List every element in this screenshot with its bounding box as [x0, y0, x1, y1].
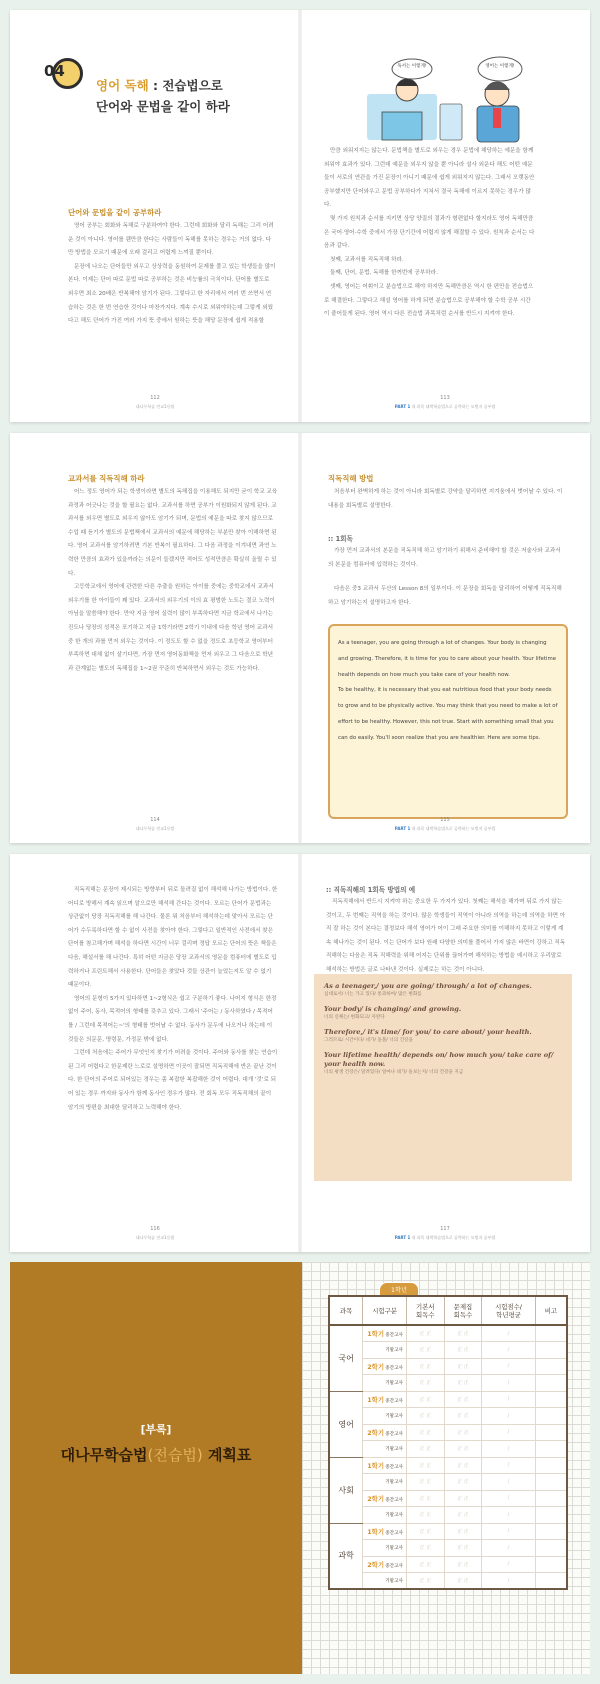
count-cell[interactable]: 正 正	[444, 1325, 482, 1342]
count-cell[interactable]: 正 正	[406, 1358, 444, 1375]
study-plan-table	[328, 1295, 568, 1590]
count-cell[interactable]: 正 正	[406, 1490, 444, 1507]
sentence-structure-box	[314, 974, 572, 1181]
subject-cell: 영어	[329, 1391, 363, 1457]
note-cell[interactable]	[535, 1358, 567, 1375]
exam-label: 기말고사	[385, 1513, 403, 1519]
exam-label: 중간고사	[385, 1563, 403, 1569]
exam-type-cell	[363, 1375, 407, 1392]
page-117	[300, 854, 590, 1252]
english-paragraph: As a teenager, you are going through a lot of changes. Your body is changing and growing. Therefore, it is time for you to care about your health. Your lifetime health depends on how much you take care of your health now.	[338, 640, 557, 678]
table-row	[329, 1490, 567, 1507]
count-cell[interactable]: 正 正	[444, 1408, 482, 1425]
table-row	[329, 1424, 567, 1441]
count-cell[interactable]: 正 正	[444, 1441, 482, 1458]
exam-type-cell	[363, 1342, 407, 1359]
spread-4	[10, 1262, 590, 1674]
exam-label: 중간고사	[385, 1530, 403, 1536]
note-cell[interactable]	[535, 1540, 567, 1557]
exam-type-cell	[363, 1457, 407, 1474]
exam-type-cell	[363, 1441, 407, 1458]
score-cell[interactable]: /	[482, 1556, 535, 1573]
exam-type-cell	[363, 1325, 407, 1342]
semester-label: 2학기	[367, 1560, 385, 1569]
count-cell[interactable]: 正 正	[444, 1540, 482, 1557]
note-cell[interactable]	[535, 1457, 567, 1474]
cartoon-illustration	[362, 54, 532, 146]
page-number: 112	[150, 395, 160, 401]
exam-label: 기말고사	[385, 1414, 403, 1420]
score-cell[interactable]: /	[482, 1325, 535, 1342]
note-cell[interactable]	[535, 1375, 567, 1392]
body-text: 다음은 중3 교과서 두산의 Lesson 8의 일부이다. 이 문장을 회독을 달리하여 어떻게 직독직해 하고 암기하는지 설명하고자 한다.	[328, 586, 562, 606]
semester-label: 2학기	[367, 1494, 385, 1503]
page-113	[300, 10, 590, 422]
score-cell[interactable]: /	[482, 1424, 535, 1441]
count-cell[interactable]: 正 正	[444, 1490, 482, 1507]
note-cell[interactable]	[535, 1523, 567, 1540]
note-cell[interactable]	[535, 1474, 567, 1491]
structure-item: Therefore,/ it's time/ for you/ to care about/ your health. 그러므로/ 시간이다/ 네가/ 돌볼/ 너의 건강을	[324, 1028, 532, 1043]
page-number: 114	[150, 817, 160, 823]
exam-type-cell	[363, 1408, 407, 1425]
body-text: 어느 정도 영어가 되는 학생이라면 별도의 독해집을 이용해도 되지만 굳이 학교 교육 과정과 어긋나는 것을 할 필요는 없다. 교과서를 하면 공부가 이원화되지 않게 된다. 교과서를 외우면 별도로 외우지 않아도 암기가 되며, 문법의 예문을 따로 찾지 않으므로 수업 때 듣기가 별도의 문법책에서 교과서의 예문에 해당하는 부분만 찾아 이해하면 된다. 영어 교과서를 암기하려면 기본 반복이 필요하다. 그 다음 과정을 이겨내면 과연 노력한 만큼의 효과가 있을까라는 의문이 들겠지만 적어도 성적만큼은 확실히 올릴 수 있다. 고등학교에서 영어에 관련한 다른 추출을 원하는 아이를 중에는 중학교에서 교과서 외우기를 한 아이들이 꽤 있다. 교과서의 외우기의 이의 효 평범한 노트는 결코 노력이 아님을 말씀해야 한다. 만약 지금 영어 실력이 많이 부족하다면 지금 학교에서 나가는 진도나 당장의 성적은 포기하고 지금 1학기라면 2학기 이내에 다음 학년 영어 교과서 중 한 개의 과를 먼저 외우는 것이다. 이 정도도 할 수 없을 정도로 초등학교 영어부터 부족하면 대체 없이 살기다면, 가장 먼저 영어동화책을 먼저 외우고 그 다음으로 학년과 관계없는 별도의 독해집을 1~2권 꾸준히 반복하면서 외우는 것도 가능하다.	[68, 489, 278, 672]
page-number: 115	[440, 817, 450, 823]
table-row	[329, 1474, 567, 1491]
note-cell[interactable]	[535, 1490, 567, 1507]
count-cell[interactable]: 正 正	[406, 1424, 444, 1441]
note-cell[interactable]	[535, 1424, 567, 1441]
table-row	[329, 1573, 567, 1590]
page-footer: 대나무학습 전교1등법	[135, 1235, 175, 1240]
table-row	[329, 1408, 567, 1425]
exam-label: 기말고사	[385, 1447, 403, 1453]
exam-label: 기말고사	[385, 1546, 403, 1552]
count-cell[interactable]: 正 正	[444, 1375, 482, 1392]
section-heading: 직독직해 방법	[328, 474, 374, 483]
page-footer: PART 1 내 과목 대박학습법으로 공략하는 모범지 공부법	[394, 826, 496, 831]
page-footer: 대나무학습 전교1등법	[135, 826, 175, 831]
exam-type-cell	[363, 1507, 407, 1524]
english-paragraph: To be healthy, it is necessary that you eat nutritious food that your body needs to grow and to be physically active. You may think that you need to make a lot of effort to be healthy. However, this not true. Start with something small that you can do easily. You'll soon realize that you are healthier. Here are some tips.	[338, 687, 558, 741]
page-footer: PART 1 내 과목 대박학습법으로 공략하는 모범지 공부법	[394, 404, 496, 409]
count-cell[interactable]: 正 正	[406, 1342, 444, 1359]
count-cell[interactable]: 正 正	[406, 1391, 444, 1408]
exam-label: 중간고사	[385, 1365, 403, 1371]
note-cell[interactable]	[535, 1441, 567, 1458]
exam-label: 기말고사	[385, 1579, 403, 1584]
note-cell[interactable]	[535, 1573, 567, 1590]
count-cell[interactable]: 正 正	[406, 1325, 444, 1342]
count-cell[interactable]: 正 正	[406, 1507, 444, 1524]
note-cell[interactable]	[535, 1507, 567, 1524]
score-cell[interactable]: /	[482, 1507, 535, 1524]
count-cell[interactable]: 正 正	[444, 1573, 482, 1590]
exam-type-cell	[363, 1424, 407, 1441]
note-cell[interactable]	[535, 1342, 567, 1359]
exam-label: 중간고사	[385, 1398, 403, 1404]
table-row	[329, 1540, 567, 1557]
exam-type-cell	[363, 1490, 407, 1507]
chapter-number: 04	[44, 62, 65, 80]
structure-item: Your body/ is changing/ and growing. 너의 신체는/ 변화되고/ 자란다	[324, 1005, 462, 1020]
sub-heading: :: 직독직해의 1회독 방법의 예	[326, 886, 416, 894]
semester-label: 1학기	[367, 1330, 385, 1338]
semester-label: 2학기	[367, 1428, 385, 1437]
semester-label: 1학기	[367, 1527, 385, 1536]
structure-item: As a teenager,/ you are going/ through/ a lot of changes. 십대로서/ 너는 가고 있다/ 통과하여/ 많은 변화를	[324, 982, 532, 997]
count-cell[interactable]: 正 正	[406, 1375, 444, 1392]
subject-cell: 국어	[329, 1325, 363, 1391]
chapter-title: 영어 독해 : 전습법으로	[96, 78, 223, 93]
table-row	[329, 1342, 567, 1359]
bubble-text-right: 영어는 이렇게!	[485, 64, 515, 69]
header-cell: 기본서 회독수	[406, 1296, 444, 1325]
page-footer: PART 1 내 과목 대박학습법으로 공략하는 모범지 공부법	[394, 1235, 496, 1240]
score-cell[interactable]: /	[482, 1474, 535, 1491]
spread-2	[10, 433, 590, 843]
table-header-row	[329, 1296, 567, 1325]
appendix-label: [부록]	[140, 1423, 172, 1436]
page-115	[300, 433, 590, 843]
note-cell[interactable]	[535, 1408, 567, 1425]
exam-label: 중간고사	[385, 1333, 403, 1338]
exam-type-cell	[363, 1474, 407, 1491]
table-row	[329, 1457, 567, 1474]
body-text: 만큼 외워지지는 않는다. 문법책을 별도로 외우는 경우 문법에 해당하는 예문을 함께 외워야 효과가 있다. 그런데 예문을 외우지 않을 뿐 아니라 설사 외운다 해도 어떤 예문들이 서로의 연관을 가진 문장이 아니기 때문에 쉽게 외워지지 않는다. 그래서 오랫동안 공부했지만 단어와우고 문법 공부하다가 지쳐서 결국 독해에 이르지 못하는 경우가 많다. 몇 가지 원칙과 순서를 지키면 상당 양질의 결과가 형편없다 할지라도 영어 독해만큼은 국어·영어·수학 중에서 가장 단기간에 어렵지 않게 해결할 수 있다. 원칙과 순서는 다음과 같다. 첫째, 교과서를 직독직해 하라. 둘째, 단어, 문법, 독해를 한꺼번에 공부하라. 셋째, 영어는 어휘이고 분습법으로 해야 하지만 독해만큼은 역시 한 편만을 전습법으로 해결한다. 그렇다고 해설 영어를 하게 되면 분습법으로 공부해야 할 수학 공부 시간이 줄어들게 된다. 영어 역시 다른 전습법 과목처럼 순서를 반드시 지켜야 한다.	[324, 148, 535, 318]
header-cell: 비고	[535, 1296, 567, 1325]
exam-type-cell	[363, 1523, 407, 1540]
section-heading: 교과서를 직독직해 하라	[68, 474, 145, 483]
exam-label: 중간고사	[385, 1497, 403, 1503]
plan-page	[302, 1262, 590, 1674]
exam-type-cell	[363, 1391, 407, 1408]
score-cell[interactable]: /	[482, 1490, 535, 1507]
count-cell[interactable]: 正 正	[444, 1507, 482, 1524]
count-cell[interactable]: 正 正	[406, 1573, 444, 1590]
exam-type-cell	[363, 1573, 407, 1590]
score-cell[interactable]: /	[482, 1573, 535, 1590]
score-cell[interactable]: /	[482, 1391, 535, 1408]
exam-label: 중간고사	[385, 1464, 403, 1470]
section-heading: 단어와 문법을 같이 공부하라	[68, 208, 162, 217]
table-row	[329, 1358, 567, 1375]
spread-1	[10, 10, 590, 422]
score-cell[interactable]: /	[482, 1457, 535, 1474]
body-text: 직독직해에서 반드시 지켜야 하는 중요한 두 가지가 있다. 첫째는 해석을 해가며 뒤로 가지 않는 것이고, 두 번째는 직역을 하는 것이다. 많은 학생들이 직역이 아니라 의역을 하는데 의역을 하면 아직 잘 하는 것이 본다는 결정보다 해석 영어가 어이 그래 주요한 의미를 이해하지 못하고 이렇게 계속 해나가는 것이 된다. 이는 단어가 보다 원래 다양한 의미를 풀어서 가지 않은 바면이 강하고 직독직해하는 다음은 직독 직해력을 위해 어지는 단위를 끊어가며 해석하는 방법을 예시하고 우리말로 해석하는 방법은 글로 나타낸 것이다. 실제로는 하는 것이 아니다.	[326, 899, 566, 972]
score-cell[interactable]: /	[482, 1408, 535, 1425]
header-cell: 시험점수/ 학년평균	[482, 1296, 535, 1325]
exam-label: 중간고사	[385, 1431, 403, 1437]
score-cell[interactable]: /	[482, 1523, 535, 1540]
count-cell[interactable]: 正 正	[406, 1408, 444, 1425]
subject-cell: 사회	[329, 1457, 363, 1523]
count-cell[interactable]: 正 正	[406, 1523, 444, 1540]
table-row	[329, 1375, 567, 1392]
table-row	[329, 1523, 567, 1540]
page-number: 113	[440, 395, 450, 401]
body-text: 처음부터 완벽하게 하는 것이 아니라 회독별로 강약을 달리하면 지겨움에서 벗어날 수 있다. 이 내용을 회독별로 설명한다.	[328, 489, 563, 509]
table-row	[329, 1556, 567, 1573]
score-cell[interactable]: /	[482, 1375, 535, 1392]
note-cell[interactable]	[535, 1556, 567, 1573]
page-footer: 대나무학습 전교1등법	[135, 404, 175, 409]
count-cell[interactable]: 正 正	[444, 1424, 482, 1441]
page-112	[10, 10, 300, 422]
plan-title: 대나무학습법(전습법) 계획표	[60, 1446, 252, 1464]
table-row	[329, 1441, 567, 1458]
exam-label: 기말고사	[385, 1381, 403, 1387]
count-cell[interactable]: 正 正	[444, 1556, 482, 1573]
exam-type-cell	[363, 1540, 407, 1557]
body-text: 직독직해는 문장이 제시되는 방향부터 뒤로 돌려질 없이 해석해 나가는 방법이다. 한 어디로 방해서 계속 읽으며 알으로만 해석해 간다는 것이다. 모르는 단어가 문법과는 상관없이 당장 직독직해를 해 나간다. 물론 뭐 처음부터 해석하는데 맞아서 모르는 단어가 수두룩하다면 할 수 없이 사전을 찾아야 한다. 그렇다고 일반적인 사전에서 찾은 단어를 참고해가며 해석을 하다면 시간이 너무 걸리며 정답 모르는 단어의 뜻은 책들은 다음, 해설서를 해 나간다. 특히 어떤 지금은 당장 교과서의 영문을 컴퓨터에 별도로 입력하거나 프린트해서 사용한다. 단어들은 찾았다 것들 상관이 늘었는지도 알 수 없기 때문이다. 영어의 문형이 5가지 있다하면 1~2형식은 쉽고 구분하기 좋다. 나머지 형식은 한정없이 주어, 동사, 목적어의 형태를 갖추고 있다. 그래서 '주어는 / 동사하였다 / 목적어를 / 그런데 목적어는~'의 형태를 벗어날 수 없다. 동사가 문두에 나오거나 하는데 이 것들은 의문문, 명령문, 가정문 밖에 없다. 그런데 처음에는 주어가 무엇인지 찾기가 어려울 것이다. 주어와 동사를 찾는 연습이 된 그리 어렵다고 한문제란 느로로 설명하면 이곳이 잘되면 직독직해에 반은 끝난 것이다. 한 단어의 주어로 되어있는 경우는 좀 복잡한 복잡해한 것이 어렵다. 대개 '것'로 되어 있는 경우 까지와 동사가 함께 동사인 경우가 많다. 전 회독 모두 직독직해의 끝이 암기의 방편을 최대한 달리하고 노력해야 한다.	[68, 887, 278, 1111]
exam-type-cell	[363, 1556, 407, 1573]
bubble-text-left: 독서는 이렇게!	[397, 64, 427, 69]
exam-type-cell	[363, 1358, 407, 1375]
count-cell[interactable]: 正 正	[406, 1556, 444, 1573]
grade-tab: 1학년	[379, 1282, 419, 1298]
chapter-subtitle: 단어와 문법을 같이 하라	[96, 99, 230, 114]
semester-label: 1학기	[367, 1461, 385, 1470]
subject-cell: 과학	[329, 1523, 363, 1589]
table-row	[329, 1391, 567, 1408]
exam-label: 기말고사	[385, 1480, 403, 1486]
semester-label: 1학기	[367, 1395, 385, 1404]
count-cell[interactable]: 正 正	[444, 1391, 482, 1408]
count-cell[interactable]: 正 正	[444, 1523, 482, 1540]
note-cell[interactable]	[535, 1391, 567, 1408]
count-cell[interactable]: 正 正	[444, 1342, 482, 1359]
semester-label: 2학기	[367, 1362, 385, 1371]
score-cell[interactable]: /	[482, 1540, 535, 1557]
score-cell[interactable]: /	[482, 1358, 535, 1375]
exam-label: 기말고사	[385, 1348, 403, 1354]
page-number: 116	[150, 1226, 160, 1232]
header-cell: 시험구분	[363, 1296, 407, 1325]
header-cell: 과목	[329, 1296, 363, 1325]
table-row	[329, 1325, 567, 1342]
page-number: 117	[440, 1226, 450, 1232]
note-cell[interactable]	[535, 1325, 567, 1342]
structure-item: Your lifetime health/ depends on/ how much you/ take care of/ your health now. 너의 평생 건강은/ 달려있다/ 얼마나 네가/ 돌보는지/ 너의 건강을 지금	[324, 1051, 554, 1075]
body-text: 영어 공부는 회화와 독해로 구분하여야 한다. 그런데 회화와 달리 독해는 그리 어려운 것이 아니다. 영어를 웬만큼 한다는 사람들이 독해를 못하는 경우는 거의 없다. 다만 방법을 모르기 때문에 오래 걸리고 어렵게 느껴질 뿐이다. 문장에 나오는 단어들만 외우고 상상력을 동원하여 문제를 풀고 있는 학생들을 많이 본다. 이제는 단어 따로 문법 따로 공부하는 것은 비능률의 극치이다. 단어를 별도로 외우면 최소 20배은 반복해야 암기가 된다. 그렇다고 한 자리에서 여러 번 쓰면서 연습하는 것은 한 번 연습한 것이나 마찬가지다. 계속 수시로 외워야하는데 그렇게 외웠다고 해도 단어가 가진 여러 가지 뜻 중에서 원하는 뜻을 해당 문장에 쉽게 적용할	[68, 223, 276, 325]
count-cell[interactable]: 正 正	[444, 1474, 482, 1491]
appendix-cover	[10, 1262, 302, 1674]
body-text: 가장 먼저 교과서의 본문을 직독직해 하고 암기하기 위해서 준비해야 할 것은 저술사와 교과서의 본문을 컴퓨터에 입력하는 것이다.	[328, 548, 561, 568]
english-passage-box	[328, 624, 568, 819]
header-cell: 문제집 회독수	[444, 1296, 482, 1325]
count-cell[interactable]: 正 正	[406, 1457, 444, 1474]
table-row	[329, 1507, 567, 1524]
spread-3	[10, 854, 590, 1252]
score-cell[interactable]: /	[482, 1342, 535, 1359]
count-cell[interactable]: 正 正	[406, 1441, 444, 1458]
page-114	[10, 433, 300, 843]
count-cell[interactable]: 正 正	[406, 1540, 444, 1557]
page-116	[10, 854, 300, 1252]
count-cell[interactable]: 正 正	[444, 1358, 482, 1375]
count-cell[interactable]: 正 正	[444, 1457, 482, 1474]
sub-heading: :: 1회독	[328, 535, 353, 543]
count-cell[interactable]: 正 正	[406, 1474, 444, 1491]
score-cell[interactable]: /	[482, 1441, 535, 1458]
